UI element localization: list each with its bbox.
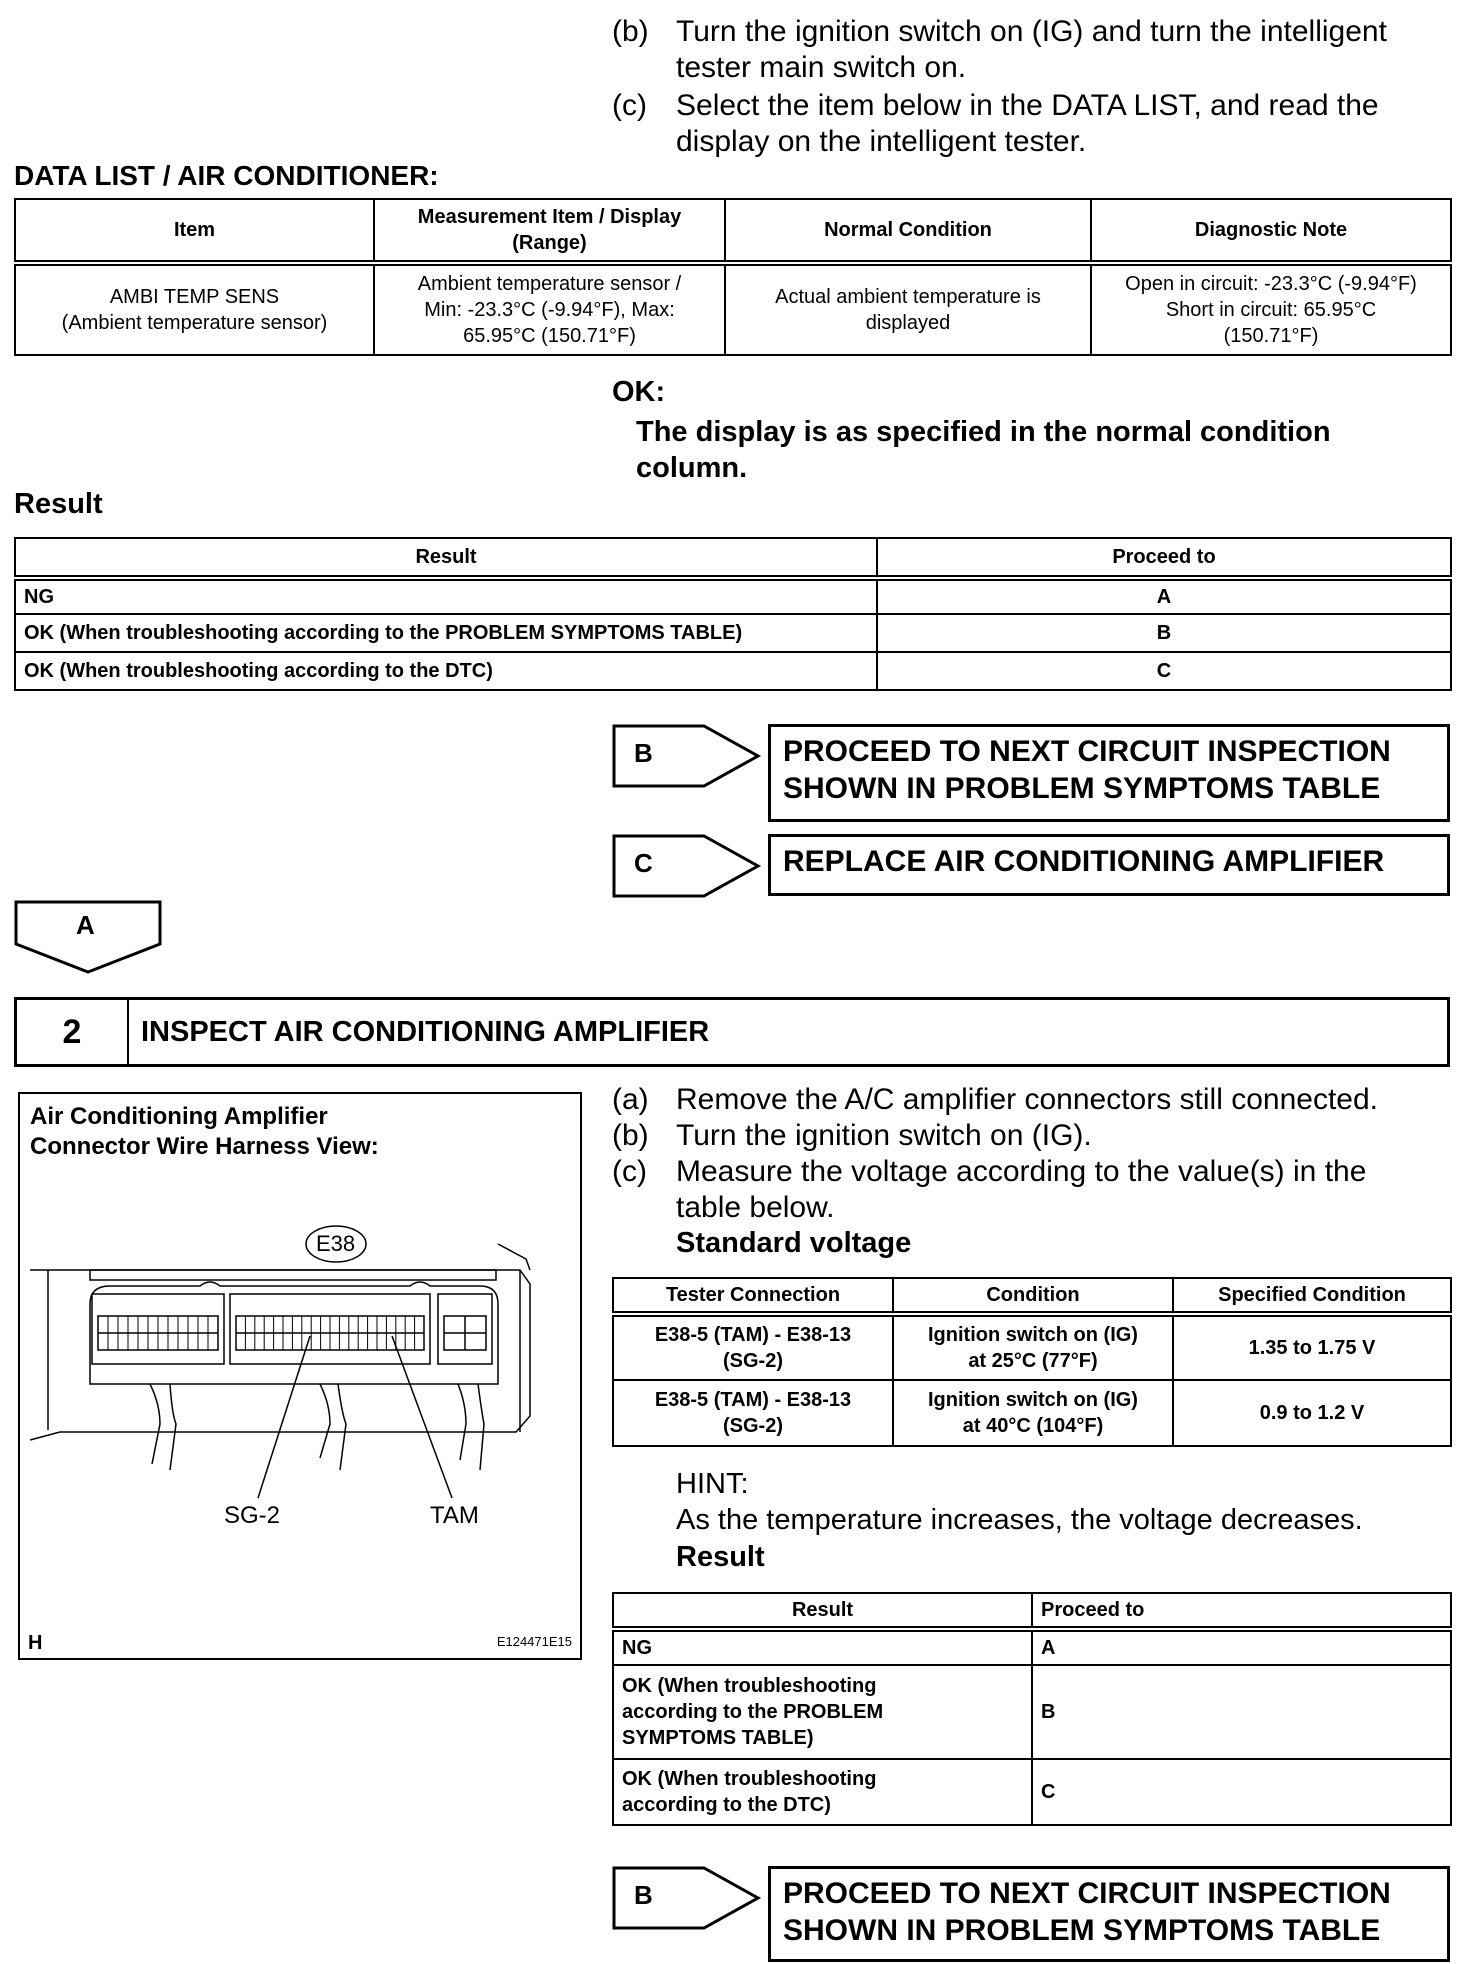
cell-line: Actual ambient temperature is [775,286,1041,308]
cell-line: Ambient temperature sensor / [417,273,682,295]
cell-line: displayed [865,312,951,334]
cell-line: AMBI TEMP SENS [109,286,280,308]
ok-text [636,414,1331,486]
table-row [15,578,1451,614]
instruction-text: Turn the ignition switch on (IG). [676,1119,1092,1152]
proceed-cell: C [1032,1759,1451,1825]
instruction-b [612,1118,1452,1154]
action-box-replace-amplifier [768,834,1450,896]
diagram-title-line: Air Conditioning Amplifier [30,1103,328,1130]
normal-condition-cell [725,263,1091,355]
ok-line: column. [636,452,748,484]
column-header: Diagnostic Note [1091,199,1451,263]
cell-line: Min: -23.3°C (-9.94°F), Max: [424,299,675,321]
measurement-cell [374,263,725,355]
column-header: Normal Condition [725,199,1091,263]
ok-label: OK: [612,376,666,408]
column-header: Tester Connection [613,1278,893,1314]
item-cell [15,263,374,355]
proceed-flag-b[interactable] [612,724,762,788]
ok-line: The display is as specified in the normal condition [636,416,1331,448]
column-header: Result [15,538,877,578]
flag-letter: C [634,848,653,878]
table-row [613,1629,1451,1665]
cell-line: according to the PROBLEM [622,1701,884,1723]
instruction-text: Measure the voltage according to the value(s) in the [676,1155,1367,1188]
cell-line: Open in circuit: -23.3°C (-9.94°F) [1125,273,1417,295]
pin-grid-right [444,1316,486,1350]
result-cell [613,1759,1032,1825]
standard-voltage-heading: Standard voltage [676,1227,912,1259]
table-row [613,1759,1451,1825]
table-row [15,652,1451,690]
result-table-2 [612,1592,1452,1826]
instruction-a [612,1082,1452,1118]
cell-line: E38-5 (TAM) - E38-13 [654,1389,852,1411]
proceed-cell: B [1032,1665,1451,1759]
column-header: Proceed to [1032,1593,1451,1629]
step-header [14,997,1450,1067]
figure-code: E124471E15 [496,1634,572,1649]
housing-outline [30,1270,530,1440]
cell-line: (SG-2) [723,1350,783,1372]
table-row [613,1380,1451,1446]
hint-label: HINT: [676,1468,749,1500]
data-list-table [14,198,1452,356]
specified-condition-cell: 0.9 to 1.2 V [1173,1380,1451,1446]
column-header: Proceed to [877,538,1451,578]
condition-cell [893,1380,1173,1446]
instruction-label: (a) [612,1083,649,1116]
action-line: PROCEED TO NEXT CIRCUIT INSPECTION [783,1877,1391,1910]
step-number: 2 [17,1000,129,1064]
result-cell [613,1665,1032,1759]
action-line: REPLACE AIR CONDITIONING AMPLIFIER [783,845,1385,878]
proceed-cell: C [877,652,1451,690]
connector-label: E38 [316,1231,356,1256]
result-cell: NG [613,1629,1032,1665]
hint-text: As the temperature increases, the voltage decreases. [676,1504,1363,1536]
cell-line: Short in circuit: 65.95°C [1165,299,1377,321]
instruction-text: tester main switch on. [676,51,967,84]
cell-line: OK (When troubleshooting [622,1768,877,1790]
instruction-c [612,1154,1452,1226]
cell-line: at 25°C (77°F) [968,1350,1098,1372]
step-title: INSPECT AIR CONDITIONING AMPLIFIER [141,1016,710,1048]
result-heading: Result [676,1541,765,1573]
instruction-text: table below. [676,1191,835,1224]
tester-connection-cell [613,1314,893,1380]
cell-line: (SG-2) [723,1415,783,1437]
amplifier-connector-illustration [20,1094,580,1658]
condition-cell [893,1314,1173,1380]
cell-line: (Ambient temperature sensor) [61,312,328,334]
data-list-heading: DATA LIST / AIR CONDITIONER: [14,160,439,191]
cell-line: Ignition switch on (IG) [928,1389,1138,1411]
standard-voltage-table [612,1277,1452,1447]
cell-line: E38-5 (TAM) - E38-13 [654,1324,852,1346]
result-cell: OK (When troubleshooting according to the PROBLEM SYMPTOMS TABLE) [15,614,877,652]
proceed-cell: A [1032,1629,1451,1665]
action-line: SHOWN IN PROBLEM SYMPTOMS TABLE [783,1914,1381,1947]
instruction-label: (b) [612,1119,649,1152]
diagram-title-line: Connector Wire Harness View: [30,1133,379,1160]
proceed-flag-a[interactable] [14,900,162,974]
instruction-label: (c) [612,89,647,122]
action-box-proceed-next-circuit-2 [768,1866,1450,1962]
tester-connection-cell [613,1380,893,1446]
instruction-b [612,14,1452,86]
specified-condition-cell: 1.35 to 1.75 V [1173,1314,1451,1380]
action-box-proceed-next-circuit [768,724,1450,822]
proceed-flag-b-2[interactable] [612,1866,762,1930]
flag-letter: A [76,910,95,940]
instruction-c [612,88,1452,160]
column-header: Result [613,1593,1032,1629]
flag-letter: B [634,738,653,768]
table-row [613,1665,1451,1759]
leader-line-sg2 [258,1336,310,1498]
proceed-flag-c[interactable] [612,834,762,898]
table-row [613,1314,1451,1380]
cell-line: OK (When troubleshooting [622,1675,877,1697]
leader-line-tam [392,1336,452,1498]
result-cell: OK (When troubleshooting according to the DTC) [15,652,877,690]
instruction-text: Select the item below in the DATA LIST, and read the [676,89,1379,122]
column-header: Item [15,199,374,263]
cell-line: at 40°C (104°F) [962,1415,1104,1437]
cell-line: SYMPTOMS TABLE) [622,1727,814,1749]
corner-label: H [28,1632,43,1654]
table-row [15,614,1451,652]
action-line: PROCEED TO NEXT CIRCUIT INSPECTION [783,735,1391,768]
column-header: Condition [893,1278,1173,1314]
instruction-text: display on the intelligent tester. [676,125,1087,158]
column-header: Specified Condition [1173,1278,1451,1314]
column-header: Measurement Item / Display (Range) [374,199,725,263]
pin-label-sg2: SG-2 [224,1502,281,1529]
instruction-label: (b) [612,15,649,48]
pin-label-tam: TAM [430,1502,479,1529]
result-cell: NG [15,578,877,614]
cell-line: according to the DTC) [622,1794,831,1816]
connector-diagram [18,1092,582,1660]
proceed-cell: B [877,614,1451,652]
action-line: SHOWN IN PROBLEM SYMPTOMS TABLE [783,772,1381,805]
proceed-cell: A [877,578,1451,614]
instruction-text: Remove the A/C amplifier connectors still connected. [676,1083,1378,1116]
table-row [15,263,1451,355]
flag-letter: B [634,1880,653,1910]
cell-line: (150.71°F) [1223,325,1319,347]
instruction-label: (c) [612,1155,647,1188]
cell-line: Ignition switch on (IG) [928,1324,1138,1346]
result-heading: Result [14,488,103,520]
diagnostic-note-cell [1091,263,1451,355]
instruction-text: Turn the ignition switch on (IG) and turn the intelligent [676,15,1387,48]
result-table [14,537,1452,691]
cell-line: 65.95°C (150.71°F) [463,325,636,347]
